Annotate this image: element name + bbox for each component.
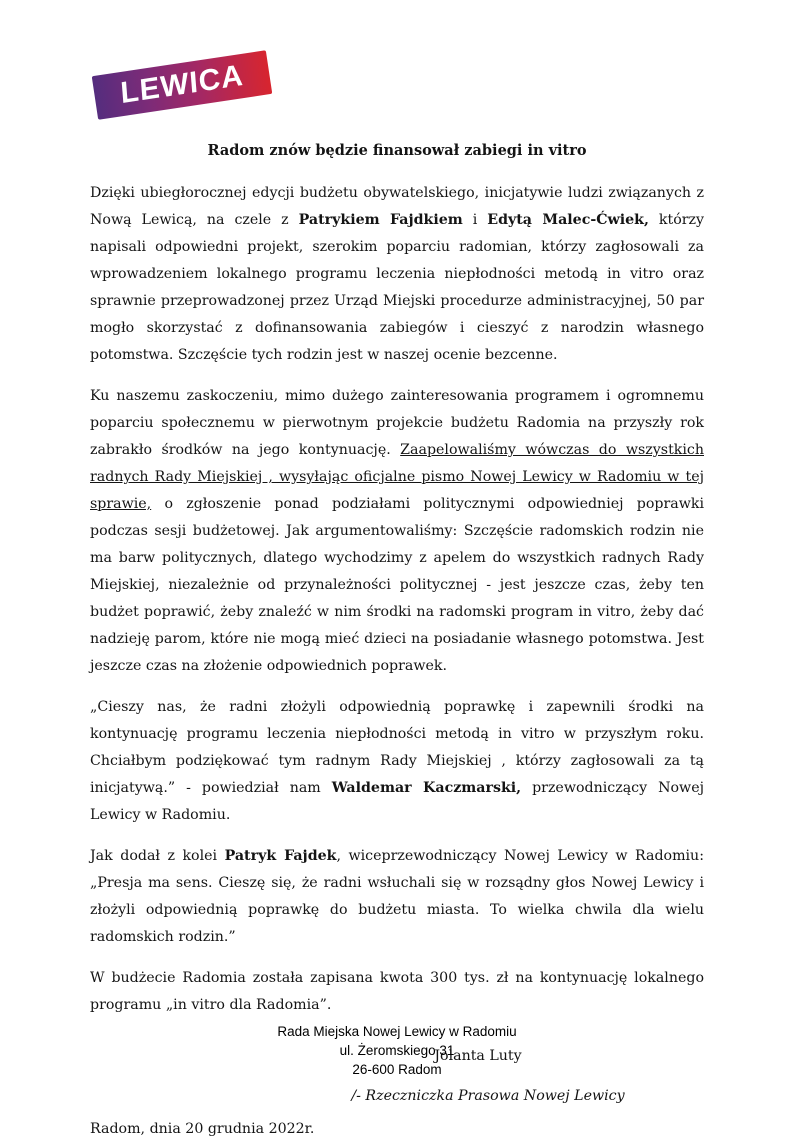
paragraph-run: Jak dodał z kolei bbox=[90, 848, 225, 864]
page-title: Radom znów będzie finansował zabiegi in vitro bbox=[207, 142, 587, 159]
paragraph-run: którzy napisali odpowiedni projekt, szerokim poparciu radomian, którzy zagłosowali za wprowadzeniem lokalnego programu leczenia niepłodności metodą in vitro oraz sprawnie przeprowadzonej przez Urząd Miejski procedurze administracyjnej, 50 par mogło skorzystać z dofinansowania zabiegów i cieszyć z narodzin własnego potomstwa. Szczęście tych rodzin jest w naszej ocenie bezcenne. bbox=[90, 212, 705, 363]
body-paragraphs bbox=[90, 180, 704, 1019]
footer-line-organization: Rada Miejska Nowej Lewicy w Radomiu bbox=[277, 1024, 517, 1039]
paragraph-run: przewodniczący Nowej Lewicy w Radomiu. bbox=[90, 780, 704, 823]
paragraph-run-bold: Patrykiem Fajdkiem bbox=[298, 212, 463, 228]
paragraph-run: Dzięki ubiegłorocznej edycji budżetu obywatelskiego, inicjatywie ludzi związanych z Nową Lewicą, na czele z bbox=[90, 185, 704, 228]
dateline: Radom, dnia 20 grudnia 2022r. bbox=[90, 1121, 315, 1137]
paragraph bbox=[90, 383, 704, 680]
paragraph bbox=[90, 965, 704, 1019]
paragraph-run: , wiceprzewodniczący Nowej Lewicy w Radomiu: „Presja ma sens. Cieszę się, że radni wsłuchali się w rozsądny głos Nowej Lewicy i złożyli odpowiednią poprawkę do budżetu miasta. To wielka chwila dla wielu radomskich rodzin.” bbox=[90, 848, 704, 945]
document-body bbox=[90, 140, 704, 1143]
lewica-logo bbox=[94, 58, 270, 111]
footer-line-street: ul. Żeromskiego 31 bbox=[339, 1043, 455, 1058]
paragraph-run-bold: Patryk Fajdek bbox=[224, 848, 337, 864]
paragraph bbox=[90, 694, 704, 829]
paragraph-run: o zgłoszenie ponad podziałami politycznymi odpowiedniej poprawki podczas sesji budżetowej. Jak argumentowaliśmy: Szczęście radomskich rodzin nie ma barw politycznych, dlatego wychodzimy z apelem do wszystkich radnych Rady Miejskiej, niezależnie od przynależności politycznej - jest jeszcze czas, żeby ten budżet poprawić, żeby znaleźć w nim środki na radomski program in vitro, żeby dać nadzieję parom, które nie mogą mieć dzieci na posiadanie własnego potomstwa. Jest jeszcze czas na złożenie odpowiednich poprawek. bbox=[90, 496, 704, 674]
paragraph-run: Ku naszemu zaskoczeniu, mimo dużego zainteresowania programem i ogromnemu poparciu społecznemu w pierwotnym projekcie budżetu Radomia na przyszły rok zabrakło środków na jego kontynuację. bbox=[90, 388, 704, 458]
lewica-logo-band bbox=[92, 50, 273, 120]
paragraph-run: „Cieszy nas, że radni złożyli odpowiednią poprawkę i zapewnili środki na kontynuację programu leczenia niepłodności metodą in vitro w przyszłym roku. Chciałbym podziękować tym radnym Rady Miejskiej , którzy zagłosowali za tą inicjatywą.” - powiedział nam bbox=[90, 699, 704, 796]
paragraph-run-bold: Edytą Malec-Ćwiek, bbox=[487, 212, 649, 228]
lewica-logo-text: LEWICA bbox=[119, 58, 245, 111]
paragraph-run: W budżecie Radomia została zapisana kwota 300 tys. zł na kontynuację lokalnego programu „in vitro dla Radomia”. bbox=[90, 970, 704, 1013]
signature-role: /- Rzeczniczka Prasowa Nowej Lewicy bbox=[351, 1088, 625, 1104]
footer-line-city: 26-600 Radom bbox=[352, 1062, 442, 1077]
paragraph bbox=[90, 843, 704, 951]
paragraph bbox=[90, 180, 704, 369]
signature-name: Jolanta Luty bbox=[434, 1048, 522, 1064]
paragraph-run: i bbox=[462, 212, 488, 228]
paragraph-run-underline: Zaapelowaliśmy wówczas do wszystkich radnych Rady Miejskiej , wysyłając oficjalne pismo Nowej Lewicy w Radomiu w tej sprawie, bbox=[90, 442, 704, 512]
paragraph-run-bold: Waldemar Kaczmarski, bbox=[331, 780, 522, 796]
footer-address bbox=[0, 1022, 794, 1079]
